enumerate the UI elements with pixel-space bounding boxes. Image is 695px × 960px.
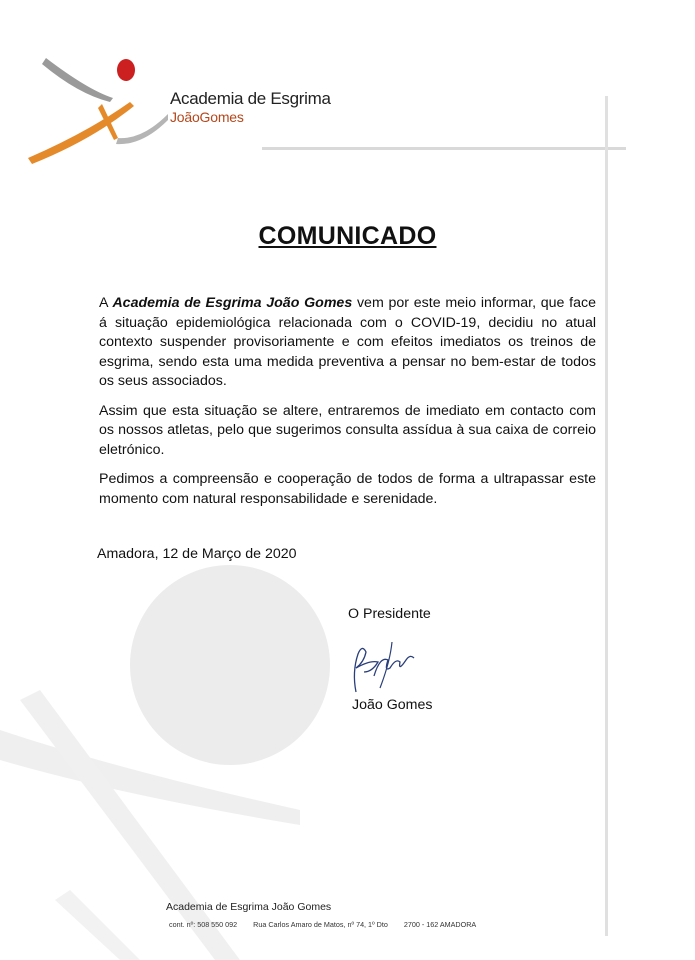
paragraph-1-rest: vem por este meio informar, que face á situação epidemiológica relacionada com o COVID-19, decidiu no atual contexto suspender provisoriamente e com efeitos imediatos os treinos de esgrima, sendo esta uma medida preventiva a pensar no bem-estar de todos os seus associados. (99, 295, 596, 389)
logo-grey-swoosh (42, 58, 113, 102)
footer-address: Rua Carlos Amaro de Matos, nº 74, 1º Dto (253, 920, 388, 929)
logo-line-1 (170, 90, 331, 107)
header-divider (262, 147, 626, 150)
paragraph-1-emphasis: Academia de Esgrima João Gomes (112, 295, 353, 311)
document-body (99, 294, 596, 519)
watermark-blade-2 (55, 890, 140, 960)
document-date: Amadora, 12 de Março de 2020 (97, 546, 297, 562)
footer-contributor: cont. nº: 508 550 092 (169, 920, 238, 929)
logo-orange-blade (28, 102, 134, 164)
document-title: COMUNICADO (258, 222, 437, 250)
paragraph-2: Assim que esta situação se altere, entraremos de imediato em contacto com os nossos atletas, pelo que sugerimos consulta assídua à sua caixa de correio eletrónico. (99, 402, 596, 458)
logo-line-2: JoãoGomes (170, 109, 244, 125)
watermark-circle (130, 565, 330, 765)
footer-contact-line (169, 920, 490, 929)
academy-logo-icon (18, 40, 168, 180)
paragraph-1-prefix: A (99, 295, 113, 311)
logo-word-esgrima: de Esgrima (243, 89, 331, 108)
signature-image (344, 632, 424, 698)
paragraph-3: Pedimos a compreensão e cooperação de todos de forma a ultrapassar este momento com natural responsabilidade e serenidade. (99, 471, 596, 507)
signature-stroke-2 (374, 656, 414, 676)
logo-word-academia: Academia (170, 89, 244, 108)
president-label: O Presidente (348, 606, 431, 622)
signatory-name: João Gomes (352, 697, 433, 713)
signature-stroke-1 (354, 648, 378, 692)
paragraph-1 (99, 294, 596, 392)
footer-postal: 2700 - 162 AMADORA (403, 920, 477, 929)
logo-red-dot (117, 59, 135, 81)
academy-logo-text (170, 90, 331, 124)
logo-grey-lower (116, 112, 168, 144)
footer-org-name: Academia de Esgrima João Gomes (166, 901, 332, 913)
